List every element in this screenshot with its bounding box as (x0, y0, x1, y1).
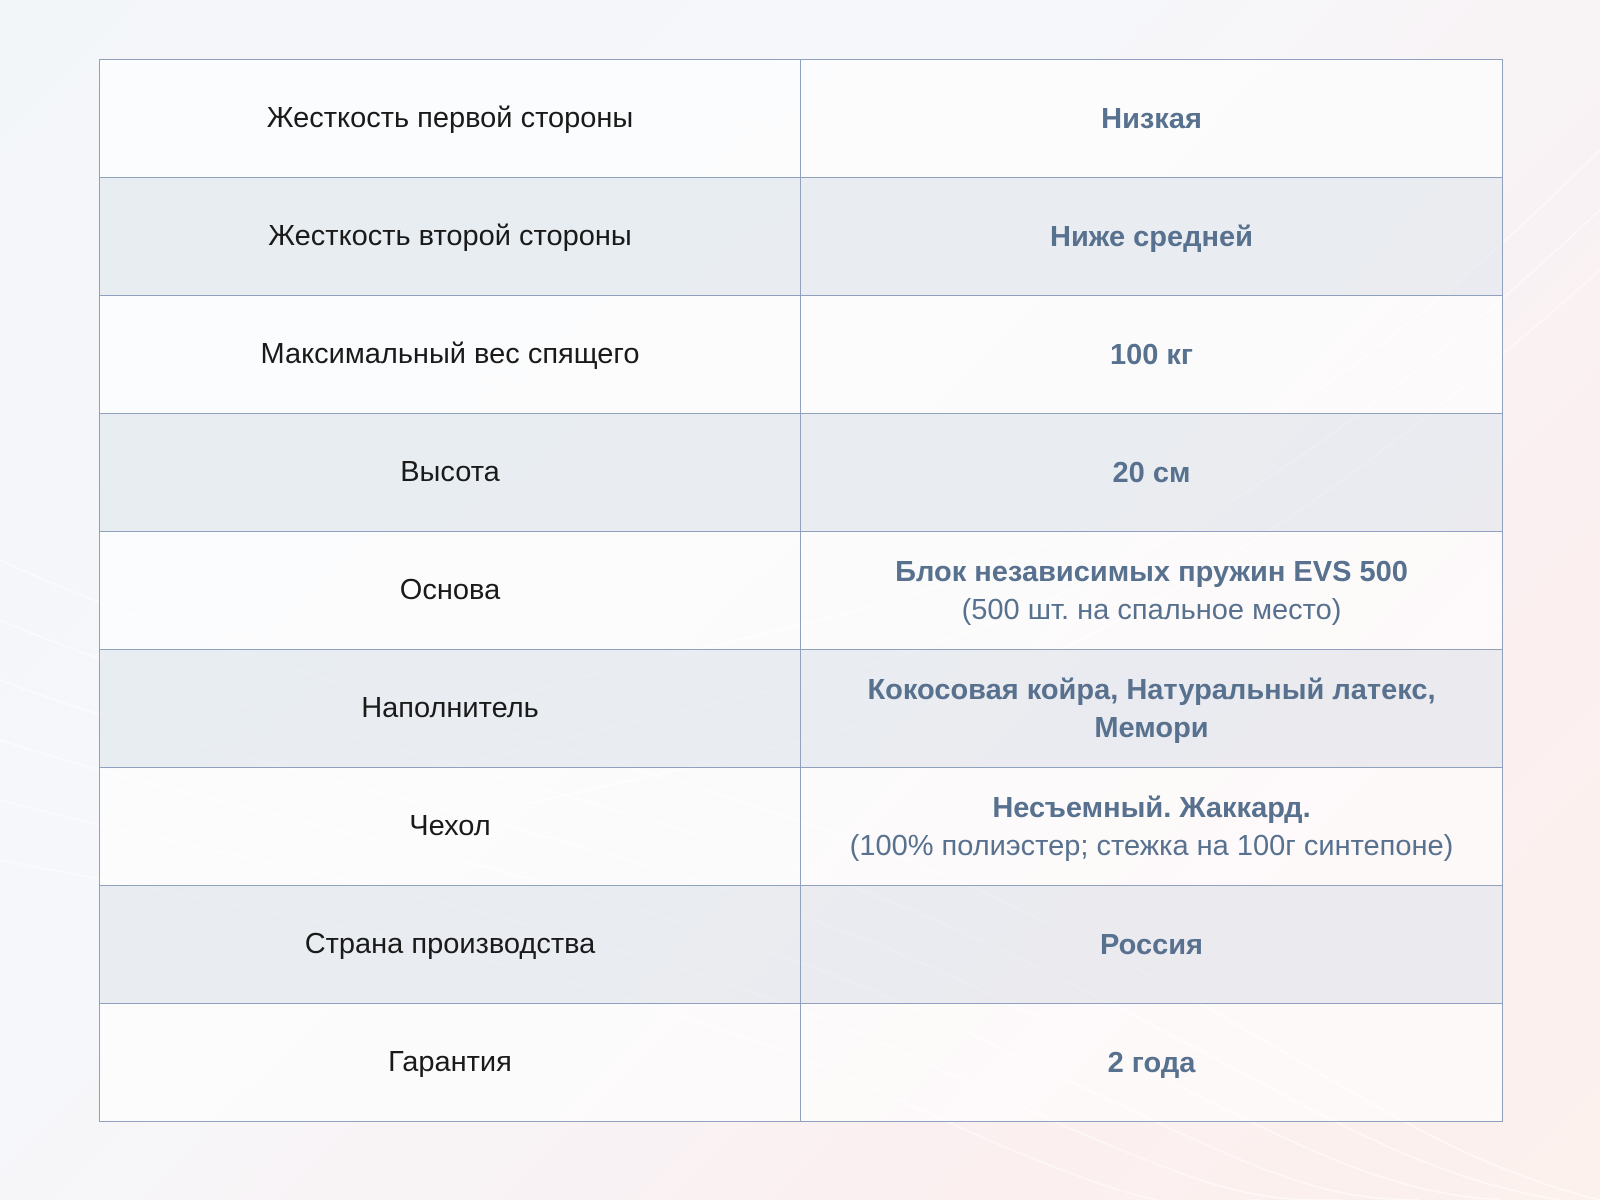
spec-value: Низкая (1101, 102, 1202, 135)
spec-value-cell (801, 1004, 1503, 1122)
spec-value-cell (801, 532, 1503, 650)
spec-value-cell (801, 414, 1503, 532)
table-row (100, 414, 1503, 532)
table-row (100, 1004, 1503, 1122)
spec-value: 2 года (1107, 1046, 1196, 1079)
table-row (100, 532, 1503, 650)
spec-note: (100% полиэстер; стежка на 100г синтепоне) (849, 829, 1454, 862)
spec-label: Жесткость второй стороны (100, 178, 801, 296)
spec-label: Высота (100, 414, 801, 532)
spec-value: Кокосовая койра, Натуральный латекс, Мемори (867, 673, 1436, 744)
spec-note: (500 шт. на спальное место) (961, 593, 1342, 626)
spec-label: Жесткость первой стороны (100, 60, 801, 178)
table-row (100, 886, 1503, 1004)
spec-value-cell (801, 886, 1503, 1004)
spec-label: Основа (100, 532, 801, 650)
spec-value: Несъемный. Жаккард. (992, 791, 1311, 824)
spec-value-cell (801, 768, 1503, 886)
table-row (100, 178, 1503, 296)
spec-value: Ниже средней (1050, 220, 1253, 253)
spec-value-cell (801, 650, 1503, 768)
spec-label: Наполнитель (100, 650, 801, 768)
spec-value: 100 кг (1109, 338, 1194, 371)
table-row (100, 768, 1503, 886)
table-row (100, 60, 1503, 178)
table-row (100, 296, 1503, 414)
spec-value-cell (801, 60, 1503, 178)
table-row (100, 650, 1503, 768)
spec-value-cell (801, 296, 1503, 414)
spec-label: Чехол (100, 768, 801, 886)
spec-value: Блок независимых пружин EVS 500 (895, 555, 1408, 588)
spec-value: 20 см (1112, 456, 1191, 489)
specifications-table (99, 59, 1503, 1122)
spec-value: Россия (1100, 928, 1203, 961)
spec-label: Страна производства (100, 886, 801, 1004)
spec-label: Максимальный вес спящего (100, 296, 801, 414)
spec-label: Гарантия (100, 1004, 801, 1122)
spec-value-cell (801, 178, 1503, 296)
